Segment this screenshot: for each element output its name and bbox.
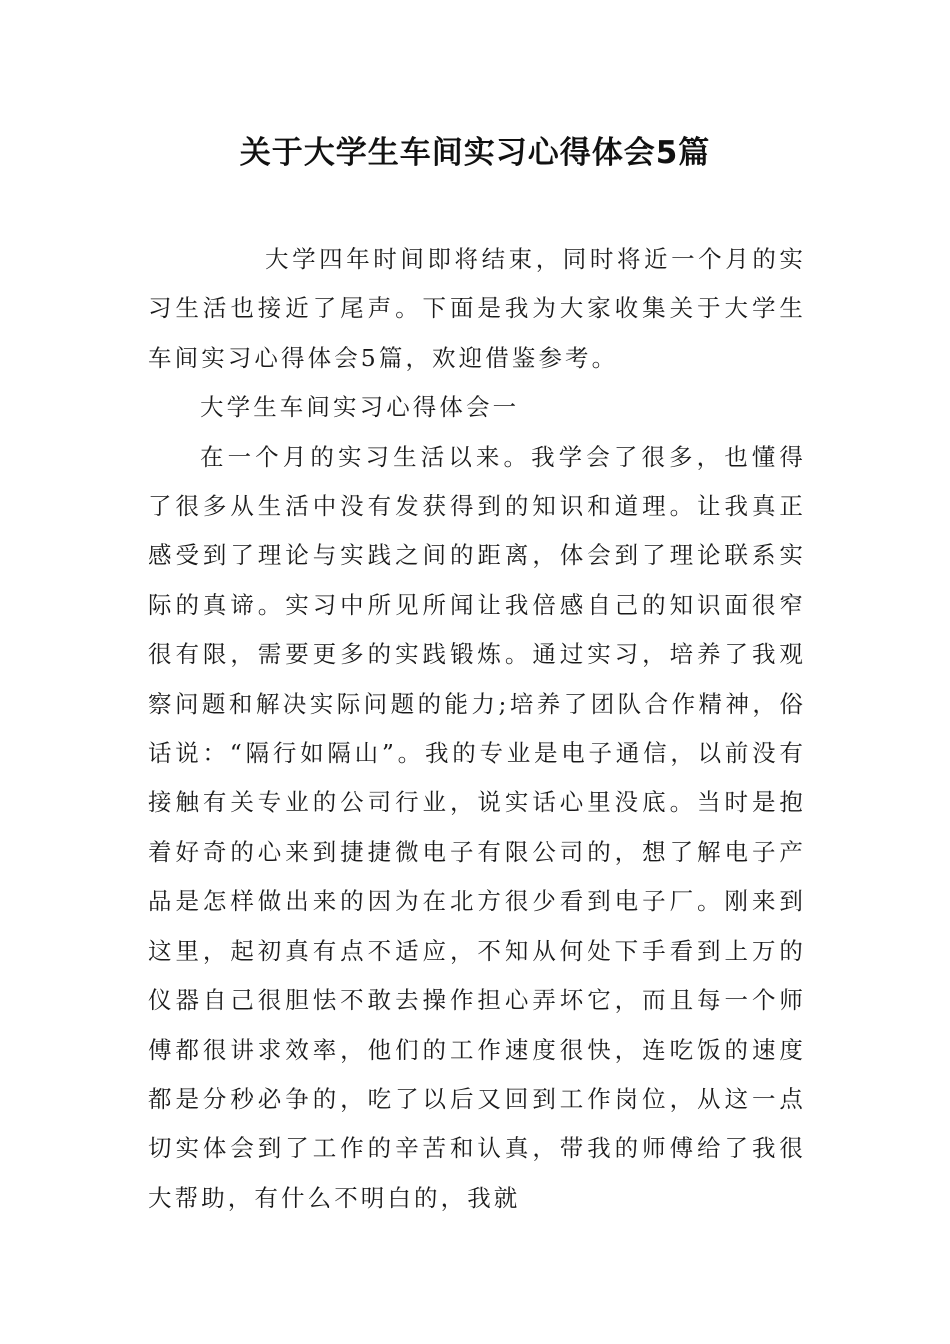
document-title: 关于大学生车间实习心得体会5篇 bbox=[239, 135, 711, 171]
intro-paragraph: 大学四年时间即将结束，同时将近一个月的实习生活也接近了尾声。下面是我为大家收集关于大学生车间实习心得体会5篇，欢迎借鉴参考。 bbox=[148, 245, 806, 372]
body-paragraph: 在一个月的实习生活以来。我学会了很多，也懂得了很多从生活中没有发获得到的知识和道理。让我真正感受到了理论与实践之间的距离，体会到了理论联系实际的真谛。实习中所见所闻让我倍感自己的知识面很窄很有限，需要更多的实践锻炼。通过实习，培养了我观察问题和解决实际问题的能力;培养了团队合作精神，俗话说：“隔行如隔山”。我的专业是电子通信，以前没有接触有关专业的公司行业，说实话心里没底。当时是抱着好奇的心来到捷捷微电子有限公司的，想了解电子产品是怎样做出来的因为在北方很少看到电子厂。刚来到这里，起初真有点不适应，不知从何处下手看到上万的仪器自己很胆怯不敢去操作担心弄坏它，而且每一个师傅都很讲求效率，他们的工作速度很快，连吃饭的速度都是分秒必争的，吃了以后又回到工作岗位，从这一点切实体会到了工作的辛苦和认真，带我的师傅给了我很大帮助，有什么不明白的，我就 bbox=[148, 442, 806, 1212]
section-heading: 大学生车间实习心得体会一 bbox=[200, 393, 520, 422]
document-body bbox=[148, 235, 806, 1223]
